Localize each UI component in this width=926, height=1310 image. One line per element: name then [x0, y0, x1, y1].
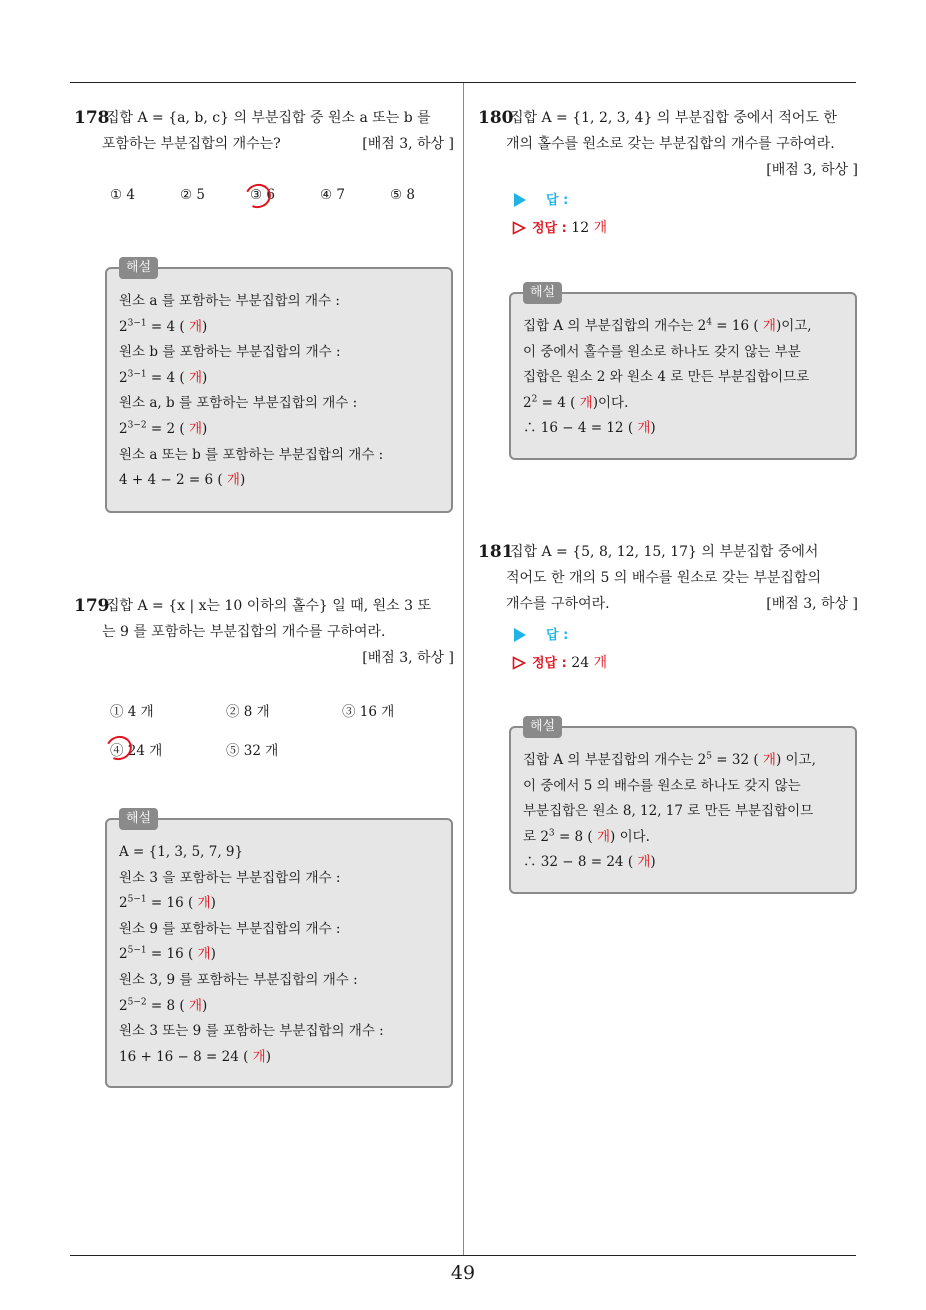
solution-text: 원소 b 를 포함하는 부분집합의 개수 : — [119, 344, 341, 361]
solution-text: ) 이다. — [610, 828, 650, 845]
solution-line — [119, 917, 439, 943]
solution-text: 집합은 원소 2 와 원소 4 로 만든 부분집합이므로 — [523, 369, 810, 386]
exponent: 3−1 — [127, 318, 147, 329]
problem-number: 178 — [74, 108, 110, 128]
score-meta: [배점 3, 하상 ] — [766, 162, 858, 178]
solution-line — [523, 365, 843, 391]
solution-line — [119, 968, 439, 994]
solution-text: ) — [650, 854, 656, 871]
solution-text: ) — [210, 895, 216, 912]
solution-text: = 4 ( — [146, 369, 189, 386]
selected-answer-mark — [242, 180, 275, 211]
solution-text: 원소 a 또는 b 를 포함하는 부분집합의 개수 : — [119, 446, 384, 463]
solution-line — [119, 417, 439, 443]
correct-answer-value: 12 — [571, 220, 594, 236]
solution-line — [119, 840, 439, 866]
unit-text: 개 — [762, 752, 776, 768]
solution-text: ∴ 32 − 8 = 24 ( — [523, 854, 638, 871]
unit-text: 개 — [197, 895, 211, 912]
solution-text: 2 — [523, 394, 532, 411]
problem-text-line: 포함하는 부분집합의 개수는? — [102, 136, 281, 152]
solution-text: 원소 3 또는 9 를 포함하는 부분집합의 개수 : — [119, 1023, 384, 1040]
solution-line — [119, 891, 439, 917]
solution-line — [119, 942, 439, 968]
unit-text: 개 — [197, 946, 211, 963]
solution-text: = 8 ( — [146, 997, 189, 1014]
problem-text-line: 집합 A = {5, 8, 12, 15, 17} 의 부분집합 중에서 — [510, 544, 819, 560]
score-meta: [배점 3, 하상 ] — [362, 136, 454, 152]
solution-text: = 16 ( — [711, 318, 763, 334]
solution-text: A = {1, 3, 5, 7, 9} — [119, 844, 244, 860]
exponent: 5 — [706, 751, 712, 762]
solution-line — [523, 416, 843, 442]
problem-text-line: 개의 홀수를 원소로 갖는 부분집합의 개수를 구하여라. — [506, 136, 835, 152]
solution-text: 2 — [119, 318, 128, 335]
solution-box-181 — [509, 719, 857, 894]
answer-label: 답 : — [546, 193, 569, 208]
unit-text: 개 — [252, 1048, 266, 1065]
solution-text: ) — [201, 369, 208, 386]
solution-tag: 해설 — [119, 808, 158, 830]
solution-text: = 16 ( — [146, 946, 198, 963]
solution-text: 이 중에서 5 의 배수를 원소로 하나도 갖지 않는 — [523, 777, 801, 794]
problem-181 — [478, 539, 858, 617]
solution-text: 원소 a, b 를 포함하는 부분집합의 개수 : — [119, 395, 358, 412]
choice-1[interactable]: ① 4 개 — [110, 704, 154, 720]
solution-line — [119, 340, 439, 366]
solution-text: 16 + 16 − 8 = 24 ( — [119, 1048, 253, 1065]
solution-text: = 16 ( — [146, 895, 198, 912]
solution-line — [523, 825, 843, 851]
solution-text: 2 — [119, 946, 128, 963]
unit-text: 개 — [226, 472, 240, 489]
solution-line — [523, 314, 843, 340]
solution-tag: 해설 — [119, 257, 158, 279]
page-number: 49 — [450, 1262, 476, 1284]
solution-text: ) — [201, 997, 208, 1014]
answer-row — [514, 189, 568, 208]
solution-text: 집합 A 의 부분집합의 개수는 2 — [523, 752, 707, 768]
solution-box-180 — [509, 285, 857, 460]
solution-text: 로 2 — [523, 828, 549, 845]
problem-text-line: 개수를 구하여라. — [506, 596, 610, 612]
unit-text: 개 — [188, 318, 202, 335]
solution-text: 원소 3 을 포함하는 부분집합의 개수 : — [119, 869, 341, 886]
exponent: 3−2 — [127, 420, 147, 431]
solution-line — [523, 774, 843, 800]
choice-4[interactable]: ④ 24 개 — [110, 743, 163, 759]
correct-answer-value: 24 — [571, 655, 594, 671]
correct-answer-label: 정답 : — [532, 221, 567, 236]
solution-text: 2 — [119, 895, 128, 912]
unit-text: 개 — [188, 369, 202, 386]
solution-text: = 4 ( — [146, 318, 189, 335]
filled-triangle-icon — [514, 193, 526, 207]
problem-text-line: 는 9 를 포함하는 부분집합의 개수를 구하여라. — [102, 624, 386, 640]
choice-2[interactable]: ② 8 개 — [226, 704, 270, 720]
unit-text: 개 — [637, 420, 651, 437]
unit-text: 개 — [579, 394, 593, 411]
solution-text: = 8 ( — [554, 828, 597, 845]
solution-text: 2 — [119, 997, 128, 1014]
solution-text: ∴ 16 − 4 = 12 ( — [523, 420, 638, 437]
problem-180 — [478, 105, 858, 183]
solution-text: 2 — [119, 369, 128, 386]
solution-text: 4 + 4 − 2 = 6 ( — [119, 472, 227, 489]
solution-line — [523, 799, 843, 825]
solution-line — [119, 391, 439, 417]
solution-line — [523, 340, 843, 366]
solution-box-179 — [105, 811, 453, 1088]
bottom-rule — [70, 1255, 856, 1256]
choice-1[interactable]: ① 4 — [110, 187, 135, 203]
outline-triangle-icon — [512, 221, 526, 235]
solution-text: ) — [265, 1048, 271, 1065]
choices-178 — [110, 187, 450, 207]
problem-text-line: 집합 A = {x | x는 10 이하의 홀수} 일 때, 원소 3 또 — [106, 598, 431, 614]
choice-2[interactable]: ② 5 — [180, 187, 205, 203]
solution-text: ) — [239, 472, 246, 489]
solution-text: ) — [201, 420, 208, 437]
exponent: 5−1 — [127, 945, 147, 956]
answer-label: 답 : — [546, 628, 569, 643]
solution-text: )이다. — [592, 394, 629, 411]
problem-178 — [74, 105, 454, 157]
solution-text: 부분집합은 원소 8, 12, 17 로 만든 부분집합이므 — [523, 803, 814, 820]
problem-number: 179 — [74, 596, 110, 616]
solution-text: )이고, — [775, 318, 812, 334]
solution-text: ) — [650, 420, 656, 437]
choice-5[interactable]: ⑤ 32 개 — [226, 743, 279, 759]
solution-text: 2 — [119, 420, 128, 437]
solution-line — [119, 1045, 439, 1071]
solution-text: = 4 ( — [537, 394, 580, 411]
choices-179 — [110, 700, 450, 760]
unit-text: 개 — [597, 828, 611, 845]
outline-triangle-icon — [512, 656, 526, 670]
correct-answer-unit: 개 — [593, 655, 608, 671]
solution-tag: 해설 — [523, 716, 562, 738]
exponent: 5−2 — [127, 997, 147, 1008]
solution-line — [523, 850, 843, 876]
correct-answer-row — [512, 217, 607, 237]
choice-3[interactable]: ③ 6 — [250, 187, 275, 203]
solution-line — [119, 468, 439, 494]
filled-triangle-icon — [514, 628, 526, 642]
exponent: 5−1 — [127, 894, 147, 905]
solution-text: 원소 a 를 포함하는 부분집합의 개수 : — [119, 293, 340, 309]
problem-179 — [74, 593, 454, 671]
solution-line — [119, 315, 439, 341]
correct-answer-row — [512, 652, 607, 672]
exponent: 2 — [531, 394, 538, 405]
selected-answer-mark — [103, 732, 136, 763]
solution-text: 원소 9 를 포함하는 부분집합의 개수 : — [119, 920, 341, 937]
solution-text: ) — [210, 946, 216, 963]
solution-tag: 해설 — [523, 282, 562, 304]
score-meta: [배점 3, 하상 ] — [766, 596, 858, 612]
solution-line — [523, 748, 843, 774]
correct-answer-unit: 개 — [593, 220, 608, 236]
solution-text: 원소 3, 9 를 포함하는 부분집합의 개수 : — [119, 971, 358, 988]
exponent: 3 — [548, 828, 555, 839]
answer-row — [514, 624, 568, 643]
solution-line — [119, 289, 439, 315]
problem-text-line: 집합 A = {1, 2, 3, 4} 의 부분집합 중에서 적어도 한 — [510, 110, 837, 126]
unit-text: 개 — [188, 997, 202, 1014]
solution-text: ) 이고, — [775, 752, 816, 768]
solution-text: = 2 ( — [146, 420, 189, 437]
problem-number: 181 — [478, 542, 514, 562]
choice-3[interactable]: ③ 16 개 — [342, 704, 395, 720]
choice-5[interactable]: ⑤ 8 — [390, 187, 415, 203]
problem-text-line: 적어도 한 개의 5 의 배수를 원소로 갖는 부분집합의 — [506, 570, 821, 586]
solution-line — [523, 391, 843, 417]
problem-text-line: 집합 A = {a, b, c} 의 부분집합 중 원소 a 또는 b 를 — [106, 110, 431, 126]
choice-4[interactable]: ④ 7 — [320, 187, 345, 203]
solution-text: 집합 A 의 부분집합의 개수는 2 — [523, 318, 707, 334]
solution-text: 이 중에서 홀수를 원소로 하나도 갖지 않는 부분 — [523, 343, 801, 360]
exponent: 3−1 — [127, 369, 147, 380]
solution-line — [119, 366, 439, 392]
correct-answer-label: 정답 : — [532, 656, 567, 671]
unit-text: 개 — [188, 420, 202, 437]
problem-number: 180 — [478, 108, 514, 128]
score-meta: [배점 3, 하상 ] — [362, 650, 454, 666]
solution-line — [119, 866, 439, 892]
solution-text: ) — [201, 318, 208, 335]
solution-line — [119, 1019, 439, 1045]
exponent: 4 — [706, 317, 712, 328]
column-divider — [463, 83, 464, 1255]
solution-box-178 — [105, 260, 453, 513]
solution-line — [119, 994, 439, 1020]
solution-text: = 32 ( — [711, 752, 763, 768]
unit-text: 개 — [637, 854, 651, 871]
unit-text: 개 — [762, 318, 776, 334]
solution-line — [119, 443, 439, 469]
